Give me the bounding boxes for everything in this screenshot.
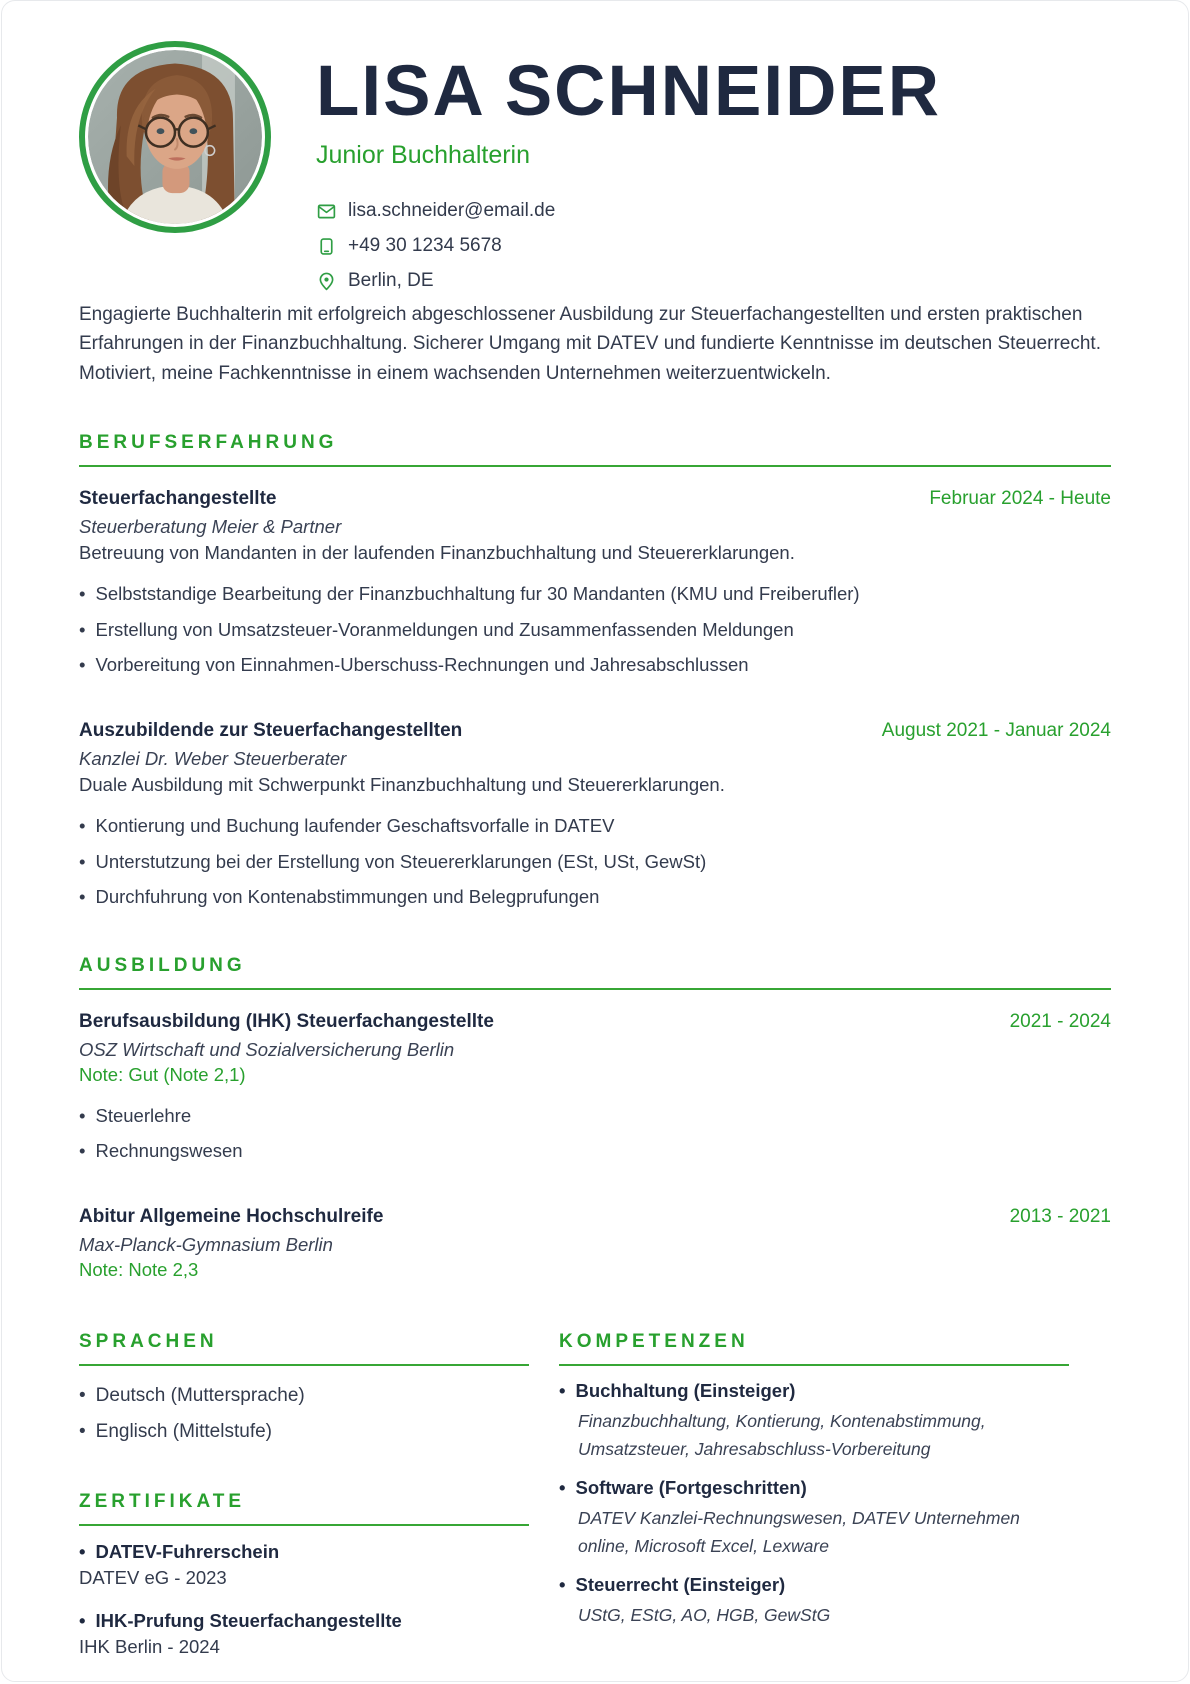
education-heading: AUSBILDUNG [79, 954, 246, 976]
email-text: lisa.schneider@email.de [348, 200, 556, 221]
skill-details: DATEV Kanzlei-Rechnungswesen, DATEV Unternehmen online, Microsoft Excel, Lexware [578, 1508, 1020, 1557]
profile-photo [79, 41, 271, 233]
profile-photo-illustration [88, 50, 262, 224]
education-dates: 2021 - 2024 [1009, 1010, 1111, 1032]
job-title: Steuerfachangestellte [79, 488, 277, 510]
education-school: OSZ Wirtschaft und Sozialversicherung Berlin [79, 1038, 455, 1060]
job-bullet: • Unterstutzung bei der Erstellung von Steuererklarungen (ESt, USt, GewSt) [79, 850, 707, 872]
skill-name: Steuerrecht (Einsteiger) [575, 1574, 786, 1596]
skill-name: Buchhaltung (Einsteiger) [575, 1380, 796, 1402]
job-company: Steuerberatung Meier & Partner [79, 516, 342, 538]
certificate-item: • DATEV-Fuhrerschein DATEV eG - 2023 [79, 1541, 529, 1589]
contact-list [316, 200, 941, 292]
job-bullet-list [79, 580, 1111, 678]
section-divider [559, 1364, 1069, 1366]
person-name: LISA SCHNEIDER [316, 52, 941, 131]
job-description: Duale Ausbildung mit Schwerpunkt Finanzbuchhaltung und Steuererklarungen. [79, 774, 725, 796]
job-bullet: • Erstellung von Umsatzsteuer-Voranmeldungen und Zusammenfassenden Meldungen [79, 618, 794, 640]
experience-heading: BERUFSERFAHRUNG [79, 432, 338, 454]
section-certificates [79, 1491, 529, 1658]
resume-page [1, 0, 1189, 1682]
language-item: • Deutsch (Muttersprache) [79, 1385, 305, 1407]
right-column [559, 1331, 1069, 1657]
skill-item: • Buchhaltung (Einsteiger) Finanzbuchhaltung, Kontierung, Kontenabstimmung, Umsatzsteuer, Jahresabschluss-Vorbereitung [559, 1380, 1069, 1463]
certificates-heading: ZERTIFIKATE [79, 1490, 246, 1512]
education-entry [79, 1011, 1111, 1165]
job-dates: Februar 2024 - Heute [929, 488, 1111, 510]
certificate-item: • IHK-Prufung Steuerfachangestellte IHK Berlin - 2024 [79, 1610, 529, 1658]
section-skills [559, 1331, 1069, 1629]
contact-location [316, 270, 941, 292]
section-languages [79, 1331, 529, 1446]
email-icon [316, 201, 337, 222]
certificate-name: DATEV-Fuhrerschein [95, 1540, 280, 1562]
job-bullet: • Vorbereitung von Einnahmen-Uberschuss-Rechnungen und Jahresabschlussen [79, 654, 749, 676]
section-divider [79, 465, 1111, 467]
contact-phone [316, 235, 941, 257]
education-dates: 2013 - 2021 [1009, 1206, 1111, 1228]
job-description: Betreuung von Mandanten in der laufenden Finanzbuchhaltung und Steuererklarungen. [79, 542, 795, 564]
skill-item: • Steuerrecht (Einsteiger) UStG, EStG, AO, HGB, GewStG [559, 1574, 1069, 1629]
job-bullet-list [79, 812, 1111, 910]
section-experience [79, 432, 1111, 910]
skill-details: Finanzbuchhaltung, Kontierung, Kontenabstimmung, Umsatzsteuer, Jahresabschluss-Vorbereitung [578, 1411, 986, 1460]
education-title: Abitur Allgemeine Hochschulreife [79, 1206, 384, 1228]
summary-paragraph: Engagierte Buchhalterin mit erfolgreich abgeschlossener Ausbildung zur Steuerfachangestellten und ersten praktischen Erfahrungen in der Finanzbuchhaltung. Sicherer Umgang mit DATEV und fundierte Kenntnisse im deutschen Steuerrecht. Motiviert, meine Fachkenntnisse in einem wachsenden Unternehmen weiterzuentwickeln. [79, 304, 1101, 384]
phone-icon [316, 236, 337, 257]
section-education [79, 955, 1111, 1282]
person-job-title: Junior Buchhalterin [316, 141, 531, 169]
education-grade: Note: Note 2,3 [79, 1259, 199, 1281]
certificate-issuer: DATEV eG - 2023 [79, 1566, 227, 1588]
skill-details: UStG, EStG, AO, HGB, GewStG [578, 1605, 831, 1626]
job-dates: August 2021 - Januar 2024 [881, 720, 1111, 742]
education-bullet: • Steuerlehre [79, 1104, 192, 1126]
job-entry [79, 488, 1111, 678]
education-bullet-list [79, 1102, 1111, 1165]
education-school: Max-Planck-Gymnasium Berlin [79, 1234, 333, 1256]
section-divider [79, 1524, 529, 1526]
job-bullet: • Kontierung und Buchung laufender Geschaftsvorfalle in DATEV [79, 815, 615, 837]
header [79, 41, 1111, 292]
job-entry [79, 720, 1111, 910]
contact-email [316, 200, 941, 222]
education-bullet: • Rechnungswesen [79, 1139, 243, 1161]
languages-heading: SPRACHEN [79, 1331, 218, 1353]
skill-name: Software (Fortgeschritten) [575, 1477, 807, 1499]
skills-heading: KOMPETENZEN [559, 1331, 749, 1353]
certificate-name: IHK-Prufung Steuerfachangestellte [95, 1609, 402, 1631]
left-column [79, 1331, 529, 1657]
section-divider [79, 988, 1111, 990]
education-grade: Note: Gut (Note 2,1) [79, 1063, 246, 1085]
education-entry [79, 1206, 1111, 1281]
section-divider [79, 1364, 529, 1366]
location-pin-icon [316, 271, 337, 292]
job-bullet: • Selbststandige Bearbeitung der Finanzbuchhaltung fur 30 Mandanten (KMU und Freiberufler) [79, 583, 860, 605]
skill-item: • Software (Fortgeschritten) DATEV Kanzlei-Rechnungswesen, DATEV Unternehmen online, Microsoft Excel, Lexware [559, 1477, 1069, 1560]
location-text: Berlin, DE [348, 270, 434, 291]
job-company: Kanzlei Dr. Weber Steuerberater [79, 748, 347, 770]
education-title: Berufsausbildung (IHK) Steuerfachangestellte [79, 1010, 494, 1032]
job-title: Auszubildende zur Steuerfachangestellten [79, 720, 463, 742]
certificate-issuer: IHK Berlin - 2024 [79, 1635, 220, 1657]
language-item: • Englisch (Mittelstufe) [79, 1421, 272, 1443]
header-main [316, 41, 941, 292]
job-bullet: • Durchfuhrung von Kontenabstimmungen und Belegprufungen [79, 886, 600, 908]
language-list [79, 1382, 529, 1446]
phone-text: +49 30 1234 5678 [348, 235, 502, 256]
